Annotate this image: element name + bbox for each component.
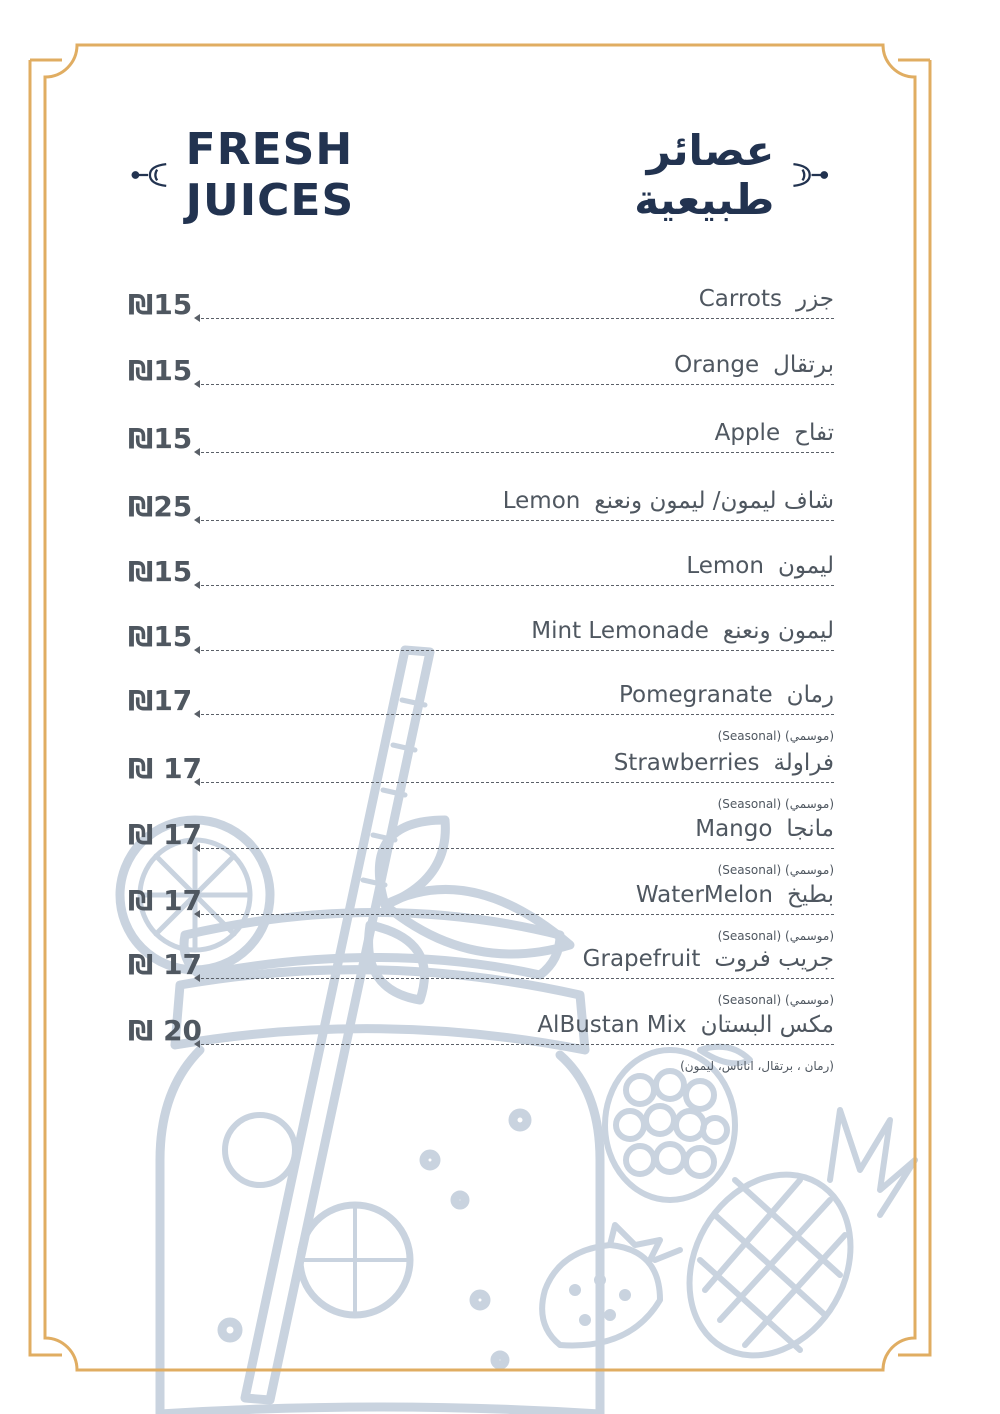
item-name-en: Apple [714,420,781,446]
list-item [128,682,834,742]
list-item [128,750,834,810]
list-item [128,488,834,548]
item-name-ar: تفاح [794,420,834,446]
item-name-en: Strawberries [613,750,760,776]
item-name [503,488,834,514]
item-name [537,1012,834,1038]
dotted-leader [196,520,834,521]
item-name-en: AlBustan Mix [537,1012,687,1038]
item-note: (رمان ، برتقال، اناناس، ليمون) [680,1059,834,1073]
dotted-leader [196,914,834,915]
left-ornament-icon [130,160,172,190]
item-price: ₪15 [128,620,193,653]
item-name-en: Mango [695,816,773,842]
item-name-ar: فراولة [773,750,834,776]
item-name-en: Orange [674,352,760,378]
item-name [614,750,834,776]
item-price: ₪ 17 [128,884,203,917]
item-name-en: Pomegranate [619,682,773,708]
menu-title [130,124,830,226]
item-name [715,420,834,446]
item-name-en: Mint Lemonade [531,618,709,644]
item-name [583,946,834,972]
item-note: (Seasonal) (موسمي) [717,797,834,811]
list-item [128,1012,834,1072]
item-name-en: WaterMelon [635,882,773,908]
item-name-ar: ليمون ونعنع [722,618,834,644]
item-name-ar: برتقال [773,352,834,378]
dotted-leader [196,714,834,715]
item-note: (Seasonal) (موسمي) [717,729,834,743]
item-name [636,882,834,908]
list-item [128,816,834,876]
dotted-leader [196,452,834,453]
item-name-en: Lemon [502,488,581,514]
item-price: ₪17 [128,684,193,717]
item-note: (Seasonal) (موسمي) [717,993,834,1007]
list-item [128,286,834,346]
dotted-leader [196,1044,834,1045]
item-price: ₪25 [128,490,193,523]
item-price: ₪ 20 [128,1014,203,1047]
list-item [128,882,834,942]
dotted-leader [196,782,834,783]
list-item [128,352,834,412]
item-name [686,553,834,579]
list-item [128,553,834,613]
item-name-en: Carrots [698,286,782,312]
list-item [128,946,834,1006]
item-price: ₪ 17 [128,948,203,981]
item-name-ar: بطيخ [786,882,834,908]
item-price: ₪15 [128,555,193,588]
dotted-leader [196,650,834,651]
item-price: ₪15 [128,354,193,387]
item-note: (Seasonal) (موسمي) [717,863,834,877]
right-ornament-icon [788,160,830,190]
dotted-leader [196,978,834,979]
item-name-ar: مانجا [786,816,834,842]
item-name-en: Lemon [686,553,764,579]
dotted-leader [196,318,834,319]
item-name-ar: شاف ليمون/ ليمون ونعنع [594,488,834,514]
item-name [531,618,834,644]
item-name [699,286,834,312]
dotted-leader [196,384,834,385]
item-name-ar: ليمون [777,553,834,579]
item-name [619,682,834,708]
title-english: FRESH JUICES [185,124,355,226]
item-name [674,352,834,378]
item-price: ₪15 [128,422,193,455]
item-name-ar: جريب فروت [714,946,834,972]
dotted-leader [196,848,834,849]
list-item [128,420,834,480]
item-name-ar: جزر [795,286,834,312]
item-name-ar: مكس البستان [700,1012,834,1038]
list-item [128,618,834,678]
item-name-ar: رمان [786,682,834,708]
item-price: ₪15 [128,288,193,321]
item-price: ₪ 17 [128,752,203,785]
item-note: (Seasonal) (موسمي) [717,929,834,943]
item-name-en: Grapefruit [582,946,701,972]
item-price: ₪ 17 [128,818,203,851]
title-arabic: عصائر طبيعية [634,126,775,224]
dotted-leader [196,585,834,586]
item-name [695,816,834,842]
